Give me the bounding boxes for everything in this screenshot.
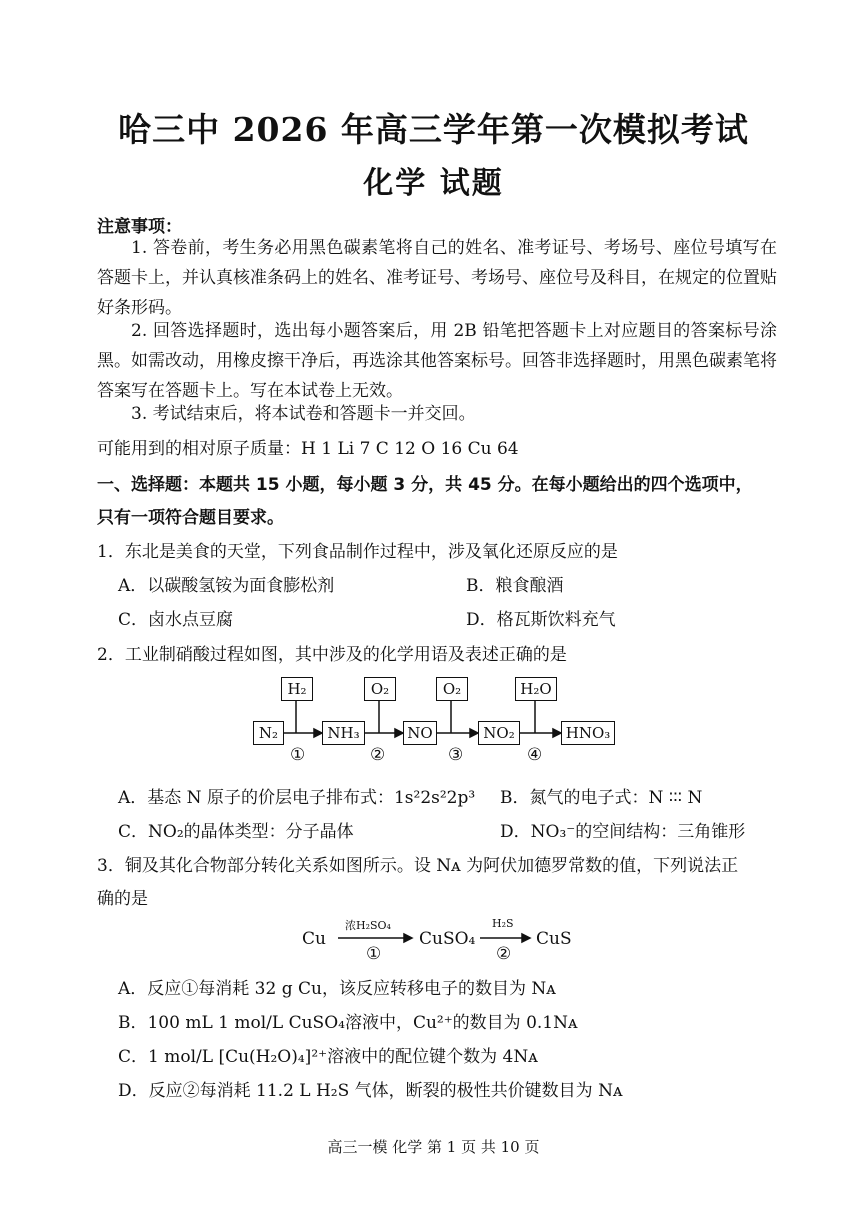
exam-subtitle: 化学 试题: [363, 166, 504, 201]
q1-option-b: B．粮食酿酒: [466, 576, 564, 596]
q2-stem: 2．工业制硝酸过程如图，其中涉及的化学用语及表述正确的是: [97, 645, 567, 665]
notice-heading: 注意事项：: [97, 217, 182, 237]
scheme-arrowhead-1: [404, 934, 412, 942]
scheme-cus: CuS: [536, 929, 572, 949]
q3-option-a: A．反应①每消耗 32 g Cu，该反应转移电子的数目为 Nᴀ: [118, 979, 556, 999]
q2-option-c: C．NO₂的晶体类型：分子晶体: [118, 822, 354, 842]
flow-arrowhead-4: [553, 729, 561, 737]
species-hno3: HNO₃: [561, 721, 615, 745]
notice-item-1: 1. 答卷前，考生务必用黑色碳素笔将自己的姓名、准考证号、考场号、座位号填写在答题卡上，并认真核准条码上的姓名、准考证号、考场号、座位号及科目，在规定的位置贴好条形码。: [97, 238, 777, 318]
step-2: ②: [370, 745, 386, 765]
reagent-h2o: H₂O: [515, 677, 557, 701]
step-3: ③: [448, 745, 464, 765]
q3-option-c: C．1 mol/L [Cu(H₂O)₄]²⁺溶液中的配位键个数为 4Nᴀ: [118, 1047, 538, 1067]
section1-line2: 只有一项符合题目要求。: [97, 508, 284, 528]
notice-item-3: 3. 考试结束后，将本试卷和答题卡一并交回。: [131, 404, 476, 424]
q3-stem-line2: 确的是: [97, 889, 148, 909]
q2-option-d: D．NO₃⁻的空间结构：三角锥形: [500, 822, 746, 842]
page-footer: 高三一模 化学 第 1 页 共 10 页: [327, 1138, 540, 1156]
q1-option-c: C．卤水点豆腐: [118, 610, 234, 630]
flow-arrowhead-2: [395, 729, 403, 737]
step-1: ①: [290, 745, 306, 765]
scheme-arrowhead-2: [522, 934, 530, 942]
q1-option-d: D．格瓦斯饮料充气: [466, 610, 616, 630]
q3-option-b: B．100 mL 1 mol/L CuSO₄溶液中，Cu²⁺的数目为 0.1Nᴀ: [118, 1013, 578, 1033]
species-n2: N₂: [253, 721, 284, 745]
exam-title: 哈三中 2026 年高三学年第一次模拟考试: [118, 110, 749, 149]
section1-line1: 一、选择题：本题共 15 小题，每小题 3 分，共 45 分。在每小题给出的四个选项中，: [97, 475, 753, 495]
reagent-o2-1: O₂: [364, 677, 396, 701]
q3-option-d: D．反应②每消耗 11.2 L H₂S 气体，断裂的极性共价键数目为 Nᴀ: [118, 1081, 623, 1101]
scheme-cu: Cu: [302, 929, 326, 949]
notice-item-2: 2. 回答选择题时，选出每小题答案后，用 2B 铅笔把答题卡上对应题目的答案标号涂黑。如需改动，用橡皮擦干净后，再选涂其他答案标号。回答非选择题时，用黑色碳素笔将答案写在答题卡上。写在本试卷上无效。: [97, 321, 777, 401]
q1-option-a: A．以碳酸氢铵为面食膨松剂: [118, 576, 335, 596]
reagent-h2: H₂: [281, 677, 313, 701]
species-no2: NO₂: [478, 721, 520, 745]
scheme-reagent-2: H₂S: [492, 917, 514, 930]
reagent-o2-2: O₂: [436, 677, 468, 701]
atomic-masses: 可能用到的相对原子质量：H 1 Li 7 C 12 O 16 Cu 64: [97, 439, 519, 459]
q3-stem-line1: 3．铜及其化合物部分转化关系如图所示。设 Nᴀ 为阿伏加德罗常数的值，下列说法正: [97, 856, 739, 876]
scheme-step-1: ①: [366, 944, 382, 964]
flow-arrowhead-1: [314, 729, 322, 737]
q2-option-b: B．氮气的电子式：N ∶∶∶ N: [500, 788, 703, 808]
species-no: NO: [403, 721, 437, 745]
species-nh3: NH₃: [322, 721, 365, 745]
scheme-step-2: ②: [496, 944, 512, 964]
scheme-cuso4: CuSO₄: [419, 929, 476, 949]
step-4: ④: [527, 745, 543, 765]
flow-arrowhead-3: [470, 729, 478, 737]
q1-stem: 1．东北是美食的天堂，下列食品制作过程中，涉及氧化还原反应的是: [97, 542, 618, 562]
scheme-reagent-1: 浓H₂SO₄: [345, 919, 391, 932]
q2-option-a: A．基态 N 原子的价层电子排布式：1s²2s²2p³: [118, 788, 476, 808]
